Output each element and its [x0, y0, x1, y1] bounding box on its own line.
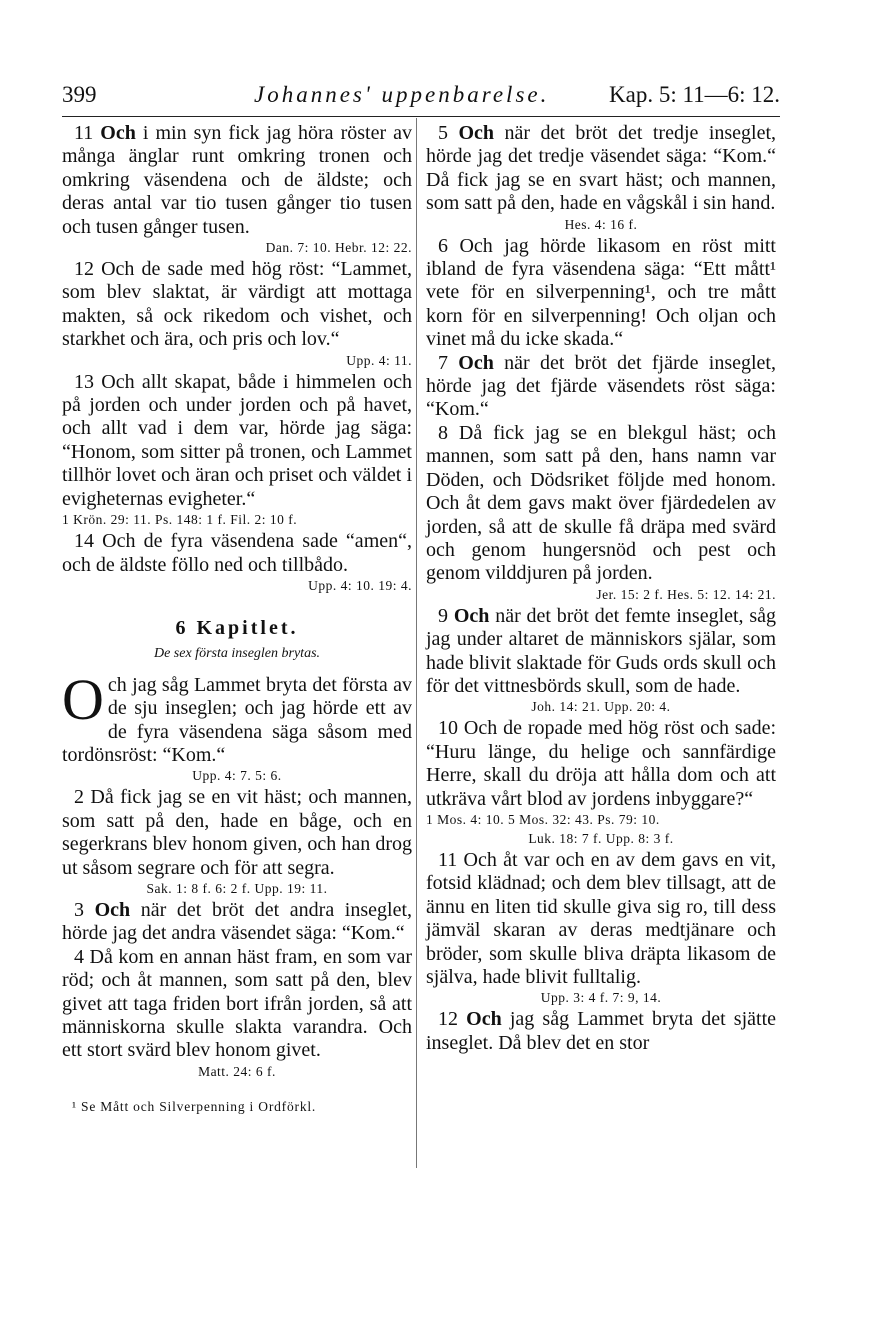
verse-6-7 [426, 352, 776, 422]
verse-6-1 [62, 666, 412, 768]
chapter-subtitle: De sex första inseglen brytas. [153, 646, 321, 662]
cross-reference: Matt. 24: 6 f. [198, 1063, 276, 1079]
column-divider [416, 118, 417, 1168]
verse-text: Då kom en annan häst fram, en som var röd; och åt mannen, som satt på den, blev givet att taga friden bort ifrån jorden, så att människorna skulle slakta varandra. Och ett stort svärd blev honom givet. [62, 945, 412, 1062]
verse-5-13 [62, 371, 412, 511]
verse-number: 3 [74, 898, 84, 921]
verse-number: 10 [438, 717, 458, 740]
verse-text: ch jag såg Lammet bryta det första av de sju inseglen; och jag hörde ett av de fyra väsendena säga såsom med tordönsröst: “Kom.“ [62, 673, 412, 766]
verse-number: 5 [438, 122, 448, 144]
chapter-reference: Kap. 5: 11—6: 12. [609, 82, 780, 107]
verse-text: Och jag hörde likasom en röst mitt ibland de fyra väsendena säga: “Ett mått¹ vete för en silverpenning¹, och tre mått korn för en silverpenning! Och oljan och vinet må du icke skada.“ [426, 234, 776, 351]
cross-reference: Dan. 7: 10. Hebr. 12: 22. [265, 240, 412, 256]
verse-6-2 [62, 786, 412, 880]
book-title: Johannes' uppenbarelse. [254, 82, 550, 107]
verse-text: Och de fyra väsendena sade “amen“, och de äldste föllo ned och tillbådo. [62, 530, 412, 576]
verse-5-11 [62, 122, 412, 239]
verse-number: 2 [74, 786, 84, 809]
verse-6-9 [426, 605, 776, 699]
verse-number: 8 [438, 421, 448, 444]
chapter-heading: 6 Kapitlet. [175, 616, 299, 639]
verse-6-3 [62, 899, 412, 946]
cross-reference: Upp. 4: 11. [346, 352, 412, 368]
verse-first-word: Och [466, 1008, 502, 1031]
verse-6-5 [426, 122, 776, 216]
page-header [62, 82, 780, 117]
verse-5-14 [62, 530, 412, 577]
verse-number: 9 [438, 604, 448, 627]
cross-reference: Jer. 15: 2 f. Hes. 5: 12. 14: 21. [596, 586, 776, 602]
verse-text: Och de sade med hög röst: “Lammet, som blev slaktat, är värdigt att mottaga makten, så ock rikedom och vishet, och starkhet och ära, och pris och lov.“ [62, 258, 412, 351]
verse-text: Och allt skapat, både i himmelen och på jorden och under jorden och på havet, och allt vad i dem var, hörde jag säga: “Honom, som sitter på tronen, och Lammet tillhör lovet och äran och priset och väldet i evigheternas evigheter.“ [62, 370, 412, 510]
cross-reference: 1 Mos. 4: 10. 5 Mos. 32: 43. Ps. 79: 10. [426, 811, 660, 827]
verse-number: 4 [74, 945, 84, 968]
cross-reference: Hes. 4: 16 f. [564, 216, 638, 232]
verse-number: 13 [74, 370, 94, 393]
verse-first-word: Och [94, 898, 131, 921]
right-column [426, 122, 776, 1055]
verse-5-12 [62, 258, 412, 352]
verse-first-word: Och [100, 122, 136, 144]
drop-cap: O [62, 666, 104, 732]
left-column [62, 122, 412, 1118]
verse-number: 12 [74, 258, 94, 281]
verse-number: 6 [438, 234, 448, 257]
verse-6-6 [426, 235, 776, 352]
cross-reference: Upp. 4: 10. 19: 4. [308, 577, 412, 593]
verse-number: 12 [438, 1008, 458, 1031]
verse-text: när det bröt det femte inseglet, såg jag under altaret de människors själar, som hade blivit slaktade för Guds ords skull och för det vittnesbörds skull, som de hade. [426, 604, 777, 697]
cross-reference: Joh. 14: 21. Upp. 20: 4. [531, 699, 671, 715]
verse-6-10 [426, 717, 776, 811]
verse-text: Då fick jag se en blekgul häst; och mannen, som satt på den, hans namn var Döden, och Dödsriket följde med honom. Och åt dem gavs makt över fjärdedelen av jorden, så att de skulle få dräpa med svärd och genom hungersnöd och pest och genom vilddjuren på jorden. [426, 421, 776, 585]
cross-reference: 1 Krön. 29: 11. Ps. 148: 1 f. Fil. 2: 10 f. [62, 512, 298, 528]
verse-text: Då fick jag se en vit häst; och mannen, som satt på den, hade en båge, och en segerkrans blev honom given, och han drog ut såsom segrare och för att segra. [62, 786, 413, 879]
verse-text: jag såg Lammet bryta det sjätte inseglet. Då blev det en stor [426, 1008, 777, 1054]
verse-text: Och åt var och en av dem gavs en vit, fotsid klädnad; och dem blev tillsagt, att de ännu en liten tid skulle giva sig ro, till dess jämväl skaran av deras medtjänare och bröder, som skulle bliva dräpta likasom de själva, hade blivit fulltalig. [426, 848, 776, 988]
verse-first-word: Och [453, 604, 490, 627]
verse-first-word: Och [458, 351, 494, 374]
cross-reference: Upp. 4: 7. 5: 6. [192, 768, 282, 784]
footnote: ¹ Se Mått och Silverpenning i Ordförkl. [72, 1098, 317, 1114]
cross-reference: Luk. 18: 7 f. Upp. 8: 3 f. [528, 830, 674, 846]
verse-6-11 [426, 849, 776, 989]
page-number: 399 [62, 82, 97, 107]
verse-text: när det bröt det tredje inseglet, hörde jag det tredje väsendet säga: “Kom.“ Då fick jag se en svart häst; och mannen, som satt på den, hade en vågskål i sin hand. [426, 122, 777, 215]
verse-6-8 [426, 422, 776, 586]
verse-6-12 [426, 1008, 776, 1055]
verse-number: 11 [438, 848, 458, 871]
verse-first-word: Och [458, 122, 495, 144]
verse-text: Och de ropade med hög röst och sade: “Huru länge, du helige och sannfärdige Herre, skall du dröja att hålla dom och att utkräva vårt blod av jordens inbyggare?“ [426, 717, 777, 810]
cross-reference: Sak. 1: 8 f. 6: 2 f. Upp. 19: 11. [146, 880, 328, 896]
verse-6-4 [62, 946, 412, 1063]
verse-number: 14 [74, 530, 94, 553]
verse-text: i min syn fick jag höra röster av många änglar runt omkring tronen och omkring väsendena och de äldste; och deras antal var tio tusen gånger tio tusen och tusen gånger tusen. [62, 122, 413, 238]
verse-number: 7 [438, 351, 448, 374]
verse-number: 11 [74, 122, 94, 144]
verse-text: när det bröt det fjärde inseglet, hörde jag det fjärde väsendets röst säga: “Kom.“ [426, 351, 776, 421]
verse-text: när det bröt det andra inseglet, hörde jag det andra väsendet säga: “Kom.“ [62, 898, 413, 945]
cross-reference: Upp. 3: 4 f. 7: 9, 14. [540, 990, 662, 1006]
